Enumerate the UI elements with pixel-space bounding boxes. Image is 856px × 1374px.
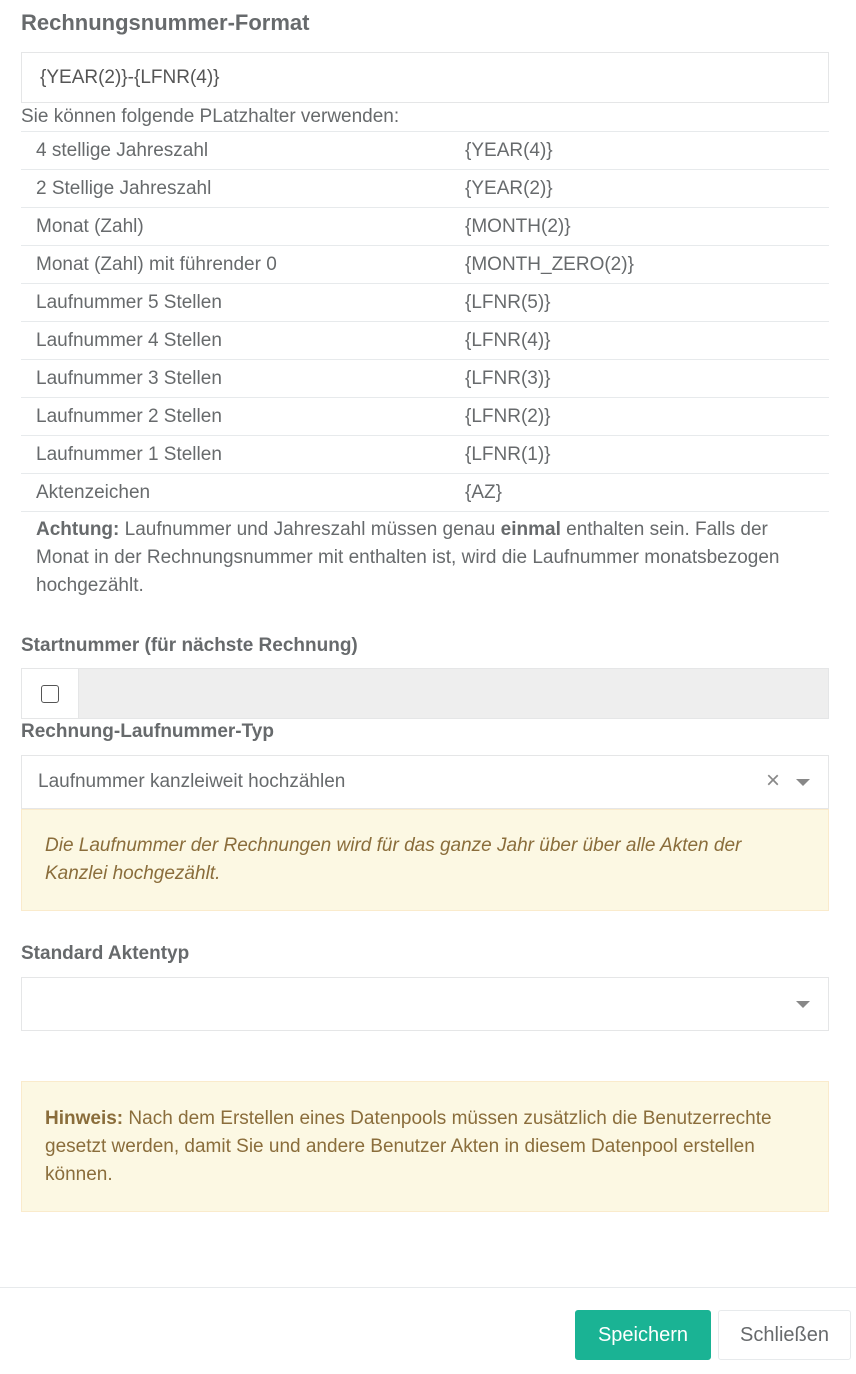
aktentyp-label: Standard Aktentyp [21, 943, 190, 964]
placeholder-code: {LFNR(1)} [465, 436, 829, 474]
startnummer-field[interactable] [79, 669, 828, 718]
clear-icon[interactable]: × [765, 767, 780, 794]
placeholder-label: Monat (Zahl) [21, 208, 465, 246]
placeholder-code: {LFNR(2)} [465, 398, 829, 436]
table-row [21, 322, 829, 360]
chevron-down-icon[interactable] [796, 1001, 810, 1008]
chevron-down-icon[interactable] [796, 779, 810, 786]
section-title: Rechnungsnummer-Format [21, 10, 310, 35]
table-row [21, 474, 829, 512]
hinweis-text: Nach dem Erstellen eines Datenpools müssen zusätzlich die Benutzerrechte gesetzt werden, damit Sie und andere Benutzer Akten in diesem Datenpool erstellen können. [45, 1108, 772, 1185]
warning-text-1: Laufnummer und Jahreszahl müssen genau [119, 519, 501, 540]
save-button[interactable]: Speichern [575, 1310, 711, 1360]
placeholder-label: Laufnummer 1 Stellen [21, 436, 465, 474]
laufnummer-typ-label: Rechnung-Laufnummer-Typ [21, 721, 274, 742]
table-row [21, 398, 829, 436]
table-row [21, 360, 829, 398]
table-row [21, 170, 829, 208]
placeholder-code: {LFNR(4)} [465, 322, 829, 360]
laufnummer-typ-select[interactable] [21, 755, 829, 809]
close-button[interactable]: Schließen [718, 1310, 851, 1360]
placeholder-label: Laufnummer 3 Stellen [21, 360, 465, 398]
placeholder-code: {LFNR(3)} [465, 360, 829, 398]
aktentyp-select[interactable] [21, 977, 829, 1031]
placeholder-label: Aktenzeichen [21, 474, 465, 512]
table-row [21, 512, 829, 602]
startnummer-label: Startnummer (für nächste Rechnung) [21, 635, 358, 656]
placeholder-label: Monat (Zahl) mit führender 0 [21, 246, 465, 284]
startnummer-input-group [21, 668, 829, 719]
laufnummer-typ-info-text: Die Laufnummer der Rechnungen wird für das ganze Jahr über über alle Akten der Kanzlei hochgezählt. [45, 835, 742, 884]
laufnummer-typ-value: Laufnummer kanzleiweit hochzählen [38, 771, 346, 792]
table-row [21, 132, 829, 170]
placeholder-code: {YEAR(2)} [465, 170, 829, 208]
table-row [21, 208, 829, 246]
placeholder-code: {YEAR(4)} [465, 132, 829, 170]
table-row [21, 436, 829, 474]
table-row [21, 284, 829, 322]
placeholder-label: Laufnummer 5 Stellen [21, 284, 465, 322]
format-warning [21, 512, 829, 602]
invoice-format-input[interactable] [21, 52, 829, 103]
placeholder-code: {MONTH_ZERO(2)} [465, 246, 829, 284]
placeholder-label: Laufnummer 4 Stellen [21, 322, 465, 360]
placeholder-code: {LFNR(5)} [465, 284, 829, 322]
placeholder-code: {MONTH(2)} [465, 208, 829, 246]
placeholder-table [21, 131, 829, 602]
hinweis-prefix: Hinweis: [45, 1108, 124, 1129]
warning-emphasis: einmal [500, 519, 561, 540]
table-row [21, 246, 829, 284]
laufnummer-typ-info [21, 809, 829, 911]
warning-text-2: enthalten sein. Falls der Monat in der Rechnungsnummer mit enthalten ist, wird die Laufnummer monatsbezogen hochgezählt. [36, 519, 780, 596]
footer-divider [0, 1287, 856, 1288]
placeholder-intro: Sie können folgende PLatzhalter verwenden: [21, 106, 400, 127]
placeholder-label: 4 stellige Jahreszahl [21, 132, 465, 170]
startnummer-checkbox-cell [22, 669, 79, 718]
startnummer-checkbox[interactable] [41, 685, 59, 703]
placeholder-label: 2 Stellige Jahreszahl [21, 170, 465, 208]
warning-prefix: Achtung: [36, 519, 120, 540]
placeholder-label: Laufnummer 2 Stellen [21, 398, 465, 436]
placeholder-code: {AZ} [465, 474, 829, 512]
hinweis-alert [21, 1081, 829, 1212]
